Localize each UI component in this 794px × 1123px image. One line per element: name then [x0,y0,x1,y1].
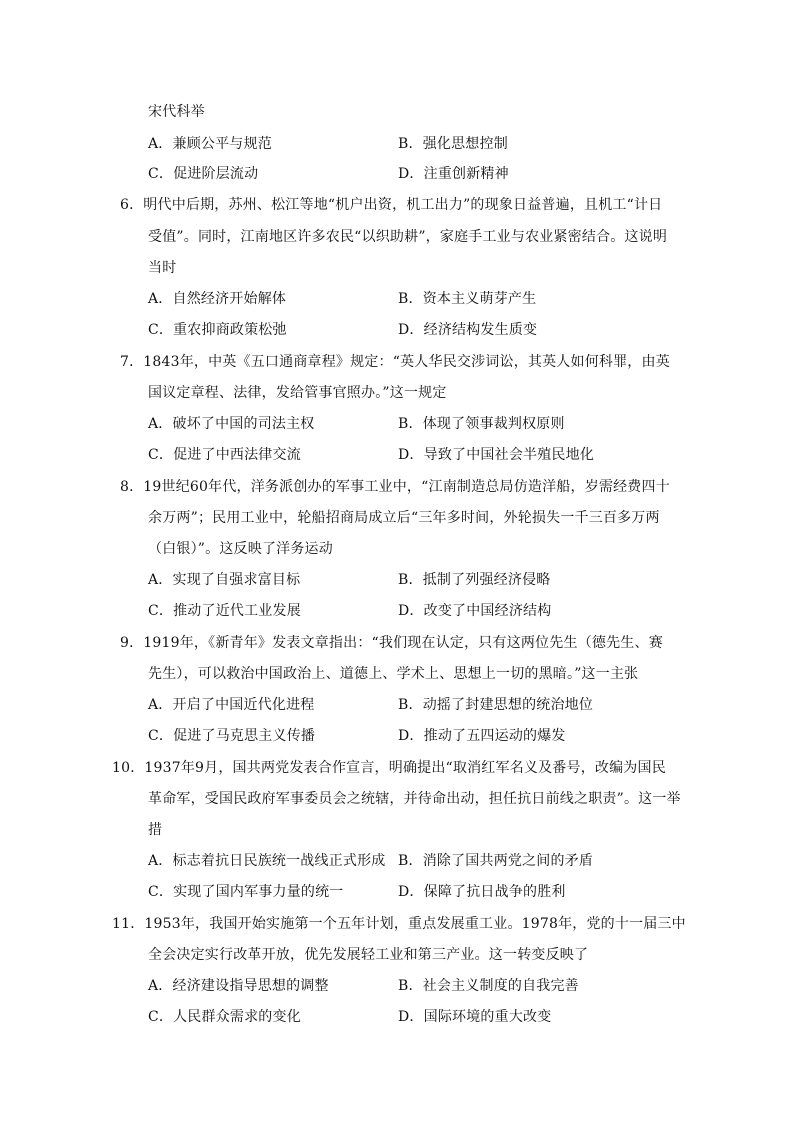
q10-option-a: A．标志着抗日民族统一战线正式形成 [148,853,386,869]
q10-stem-line-2: 革命军，受国民政府军事委员会之统辖，并待命出动，担任抗日前线之职责”。这一举 [148,791,681,807]
q7-option-a: A．破坏了中国的司法主权 [148,416,315,432]
q7-stem-line-2: 国议定章程、法律，发给管事官照办。”这一规定 [148,385,447,401]
q9-stem-line-2: 先生），可以救治中国政治上、道德上、学术上、思想上一切的黑暗。”这一主张 [148,666,639,682]
q8-option-d: D．改变了中国经济结构 [398,603,552,619]
q5-option-d: D．注重创新精神 [398,166,509,182]
q8-stem-line-1: 8．19世纪60年代，洋务派创办的军事工业中，“江南制造总局仿造洋船，岁需经费四十 [120,479,670,495]
q7-option-d: D．导致了中国社会半殖民地化 [398,447,595,463]
q5-option-a: A．兼顾公平与规范 [148,136,272,152]
q6-option-a: A．自然经济开始解体 [148,291,287,307]
q6-stem-line-1: 6．明代中后期，苏州、松江等地“机户出资，机工出力”的现象日益普遍，且机工“计日 [120,197,663,213]
q7-option-b: B．体现了领事裁判权原则 [398,416,565,432]
q7-stem-line-1: 7．1843年，中英《五口通商章程》规定：“英人华民交涉词讼，其英人如何科罪，由英 [120,354,670,370]
q6-option-c: C．重农抑商政策松弛 [148,322,287,338]
q9-stem-line-1: 9．1919年，《新青年》发表文章指出：“我们现在认定，只有这两位先生（德先生、赛 [120,635,663,651]
q8-option-c: C．推动了近代工业发展 [148,603,301,619]
q10-option-c: C．实现了国内军事力量的统一 [148,884,344,900]
q9-option-b: B．动摇了封建思想的统治地位 [398,697,594,713]
q11-option-b: B．社会主义制度的自我完善 [398,978,579,994]
q5-option-c: C．促进阶层流动 [148,166,259,182]
q6-stem-line-3: 当时 [148,260,177,276]
q11-option-d: D．国际环境的重大改变 [398,1009,552,1025]
q6-option-b: B．资本主义萌芽产生 [398,291,537,307]
q9-option-d: D．推动了五四运动的爆发 [398,728,566,744]
q9-option-c: C．促进了马克思主义传播 [148,728,316,744]
q7-option-c: C．促进了中西法律交流 [148,447,301,463]
q11-stem-line-2: 全会决定实行改革开放，优先发展轻工业和第三产业。这一转变反映了 [148,947,589,963]
q8-stem-line-3: （白银）”。这反映了洋务运动 [148,541,333,557]
q9-option-a: A．开启了中国近代化进程 [148,697,315,713]
q5-stem-tail: 宋代科举 [148,104,205,120]
q10-stem-line-3: 措 [148,822,163,838]
q11-option-c: C．人民群众需求的变化 [148,1009,301,1025]
q8-option-b: B．抵制了列强经济侵略 [398,572,551,588]
q5-option-b: B．强化思想控制 [398,136,508,152]
q10-option-d: D．保障了抗日战争的胜利 [398,884,566,900]
q10-option-b: B．消除了国共两党之间的矛盾 [398,853,594,869]
q11-option-a: A．经济建设指导思想的调整 [148,978,329,994]
q11-stem-line-1: 11．1953年，我国开始实施第一个五年计划，重点发展重工业。1978年，党的十一届三中 [112,916,686,932]
q8-option-a: A．实现了自强求富目标 [148,572,301,588]
q6-option-d: D．经济结构发生质变 [398,322,538,338]
q10-stem-line-1: 10．1937年9月，国共两党发表合作宣言，明确提出“取消红军名义及番号，改编为国民 [112,760,666,776]
q8-stem-line-2: 余万两”；民用工业中，轮船招商局成立后“三年多时间，外轮损失一千三百多万两 [148,510,660,526]
q6-stem-line-2: 受值”。同时，江南地区许多农民“以织助耕”，家庭手工业与农业紧密结合。这说明 [148,229,668,245]
